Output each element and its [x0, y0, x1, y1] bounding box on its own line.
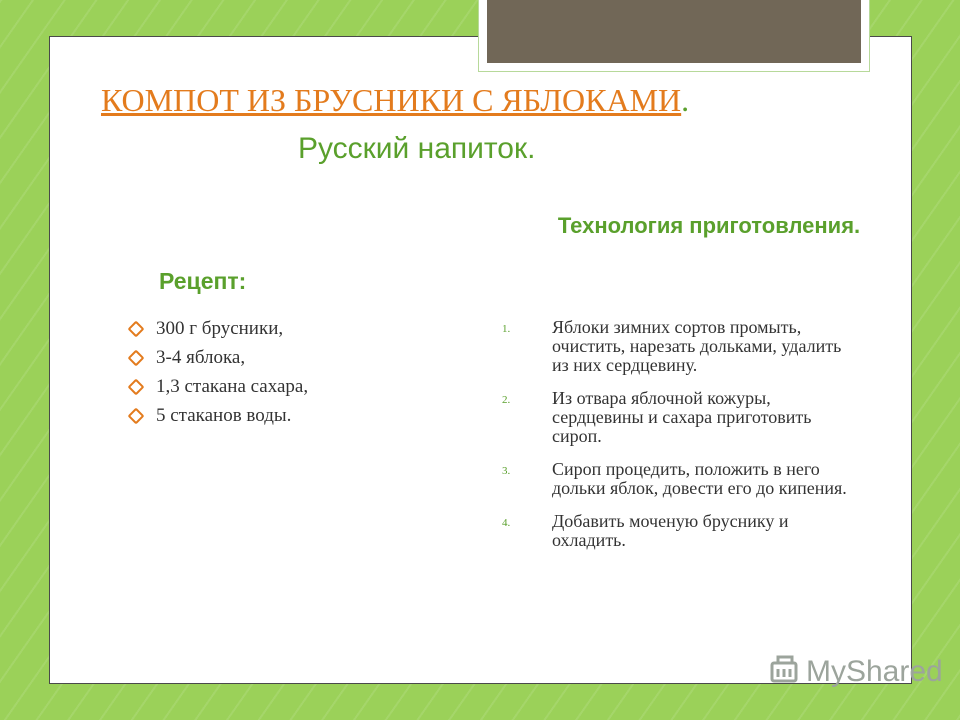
watermark: [768, 652, 943, 692]
ingredient-item: [128, 372, 308, 401]
watermark-text: MyShared: [806, 655, 943, 688]
ingredient-text: 300 г брусники,: [156, 318, 284, 339]
slide-title: [101, 82, 689, 119]
recipe-heading: Рецепт:: [159, 268, 247, 294]
decorative-tab: [478, 0, 870, 72]
diamond-bullet-icon: [128, 321, 145, 338]
ingredient-item: [128, 343, 308, 372]
diamond-bullet-icon: [128, 379, 145, 396]
diamond-bullet-icon: [128, 350, 145, 367]
step-number: 4.: [502, 517, 511, 529]
step-item: [502, 318, 862, 375]
diamond-bullet-icon: [128, 408, 145, 425]
step-text: Добавить моченую бруснику и охладить.: [552, 511, 789, 550]
step-number: 1.: [502, 323, 511, 335]
ingredients-list: [128, 314, 308, 430]
steps-list: [502, 318, 862, 564]
step-item: [502, 512, 862, 550]
myshared-logo-icon: [768, 655, 802, 689]
ingredient-text: 1,3 стакана сахара,: [156, 376, 309, 397]
step-text: Сироп процедить, положить в него дольки яблок, довести его до кипения.: [552, 459, 847, 498]
step-item: [502, 460, 862, 498]
ingredient-item: [128, 314, 308, 343]
ingredient-text: 5 стаканов воды.: [156, 405, 292, 426]
technology-heading: Технология приготовления.: [557, 213, 861, 238]
title-suffix: .: [681, 82, 690, 118]
ingredient-item: [128, 401, 308, 430]
slide-subtitle: Русский напиток.: [298, 132, 536, 165]
step-item: [502, 389, 862, 446]
step-number: 3.: [502, 465, 511, 477]
step-text: Из отвара яблочной кожуры, сердцевины и сахара приготовить сироп.: [552, 388, 812, 446]
step-text: Яблоки зимних сортов промыть, очистить, нарезать дольками, удалить из них сердцевину.: [552, 317, 842, 375]
step-number: 2.: [502, 394, 511, 406]
ingredient-text: 3-4 яблока,: [156, 347, 246, 368]
decorative-tab-fill: [487, 0, 861, 63]
title-link[interactable]: КОМПОТ ИЗ БРУСНИКИ С ЯБЛОКАМИ: [101, 82, 682, 118]
